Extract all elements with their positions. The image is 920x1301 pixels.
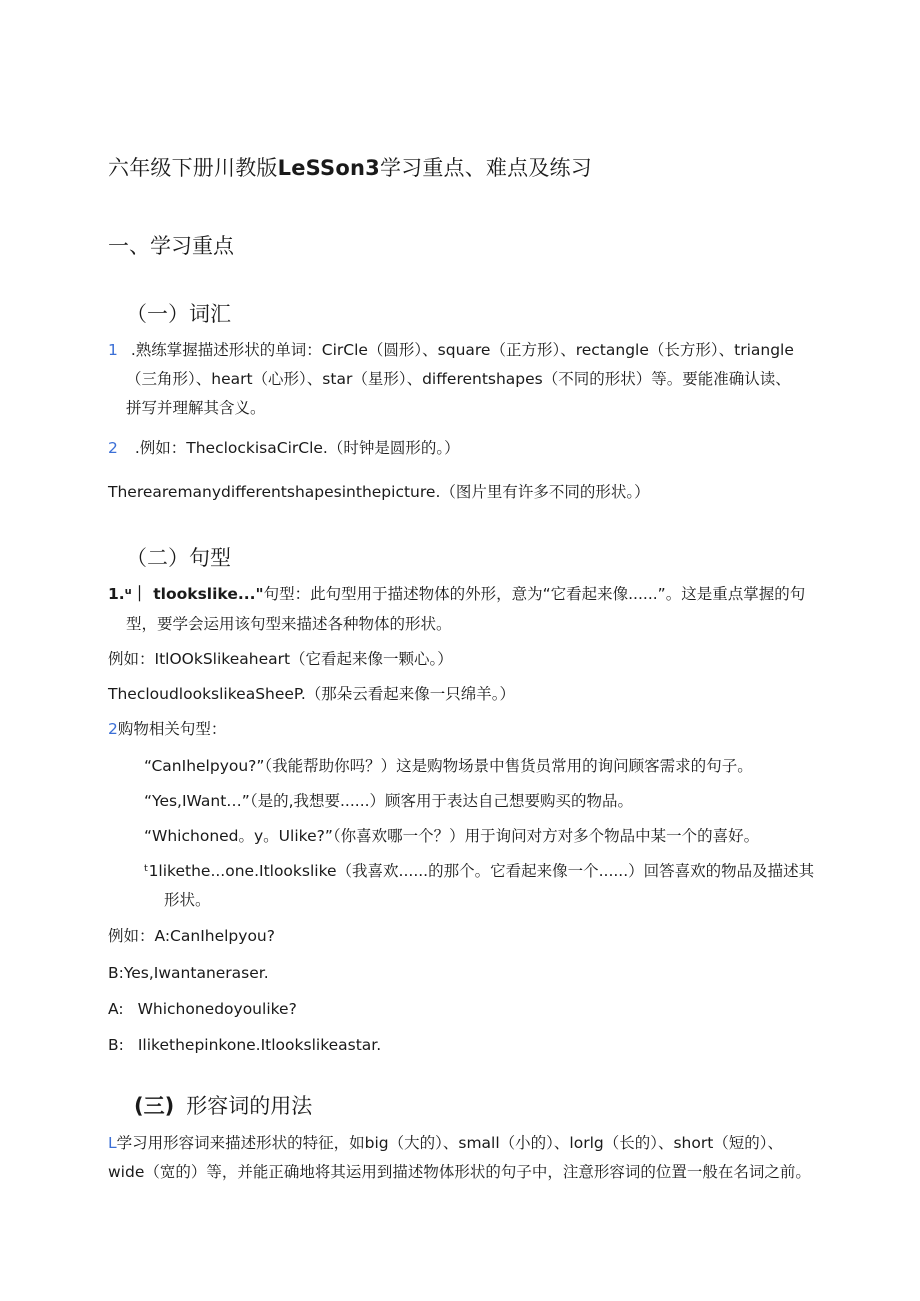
subsection-heading-adjectives [134,1090,312,1120]
section-heading-key-points: 一、学习重点 [108,234,234,258]
list-number: 1 [108,341,118,359]
dialog-line: B:Yes,Iwantaneraser. [108,964,269,982]
example-sentence: Therearemanydifferentshapesinthepicture.（图片里有许多不同的形状。） [108,483,650,501]
phrase-line: ᵗ1likethe...one.Itlookslike（我喜欢......的那个。它看起来像一个......）回答喜欢的物品及描述其 [144,862,815,880]
phrase-line: “Whichoned。y。Ulike?”（你喜欢哪一个？）用于询问对方对多个物品中某一个的喜好。 [144,827,760,845]
speaker-label: B: [108,1036,124,1054]
list-text: 句型：此句型用于描述物体的外形，意为“它看起来像......”。这是重点掌握的句 [263,585,806,603]
title-prefix: 六年级下册川教版 [108,156,278,180]
list-number: 2 [108,439,118,457]
subsection-mark: (三) [134,1094,175,1118]
page-title [108,152,592,182]
dialog-text: Ilikethepinkone.Itlookslikeastar. [137,1036,382,1054]
list-text: .例如：TheclockisaCirCle.（时钟是圆形的。） [134,439,460,457]
dialog-line: 例如：A:CanIhelpyou? [108,927,275,945]
dialog-text: Whichonedoyoulike? [137,1000,297,1018]
subsection-heading-vocabulary: （一）词汇 [126,302,231,326]
list-item [108,580,805,608]
list-number: 1.ᵘ｜ [108,585,148,603]
list-number: 2 [108,720,118,738]
list-text-continued: wide（宽的）等，并能正确地将其运用到描述物体形状的句子中，注意形容词的位置一般在名词之前。 [108,1163,811,1181]
phrase-line-continued: 形状。 [164,891,211,909]
list-text: 购物相关句型： [117,720,227,738]
title-lesson: LeSSon3 [277,156,380,180]
list-item [108,336,794,364]
example-sentence: ThecloudlookslikeaSheeP.（那朵云看起来像一只绵羊。） [108,685,516,703]
phrase-line: “Yes,IWant…”（是的,我想要......）顾客用于表达自己想要购买的物品。 [144,792,634,810]
title-suffix: 学习重点、难点及练习 [379,156,592,180]
list-text-continued: 型，要学会运用该句型来描述各种物体的形状。 [126,615,452,633]
speaker-label: A: [108,1000,124,1018]
list-number: L [108,1134,117,1152]
list-item [108,1129,783,1157]
phrase-line: “CanIhelpyou?”（我能帮助你吗？）这是购物场景中售货员常用的询问顾客需求的句子。 [144,757,753,775]
list-text-continued: （三角形）、heart（心形）、star（星形）、differentshapes（不同的形状）等。要能准确认读、 [126,370,791,388]
subsection-heading-sentence-patterns: （二）句型 [126,546,231,570]
pattern-keyword: tlookslike..." [153,585,264,603]
dialog-line [108,995,297,1023]
dialog-line [108,1031,381,1059]
list-item [108,715,226,743]
list-item [108,434,460,462]
list-text: 学习用形容词来描述形状的特征，如big（大的）、small（小的）、lorlg（长的）、short（短的）、 [116,1134,784,1152]
list-text: .熟练掌握描述形状的单词：CirCle（圆形）、square（正方形）、rectangle（长方形）、triangle [130,341,794,359]
example-sentence: 例如：ItlOOkSlikeaheart（它看起来像一颗心。） [108,650,453,668]
subsection-title: 形容词的用法 [186,1094,313,1118]
list-text-continued: 拼写并理解其含义。 [126,399,266,417]
